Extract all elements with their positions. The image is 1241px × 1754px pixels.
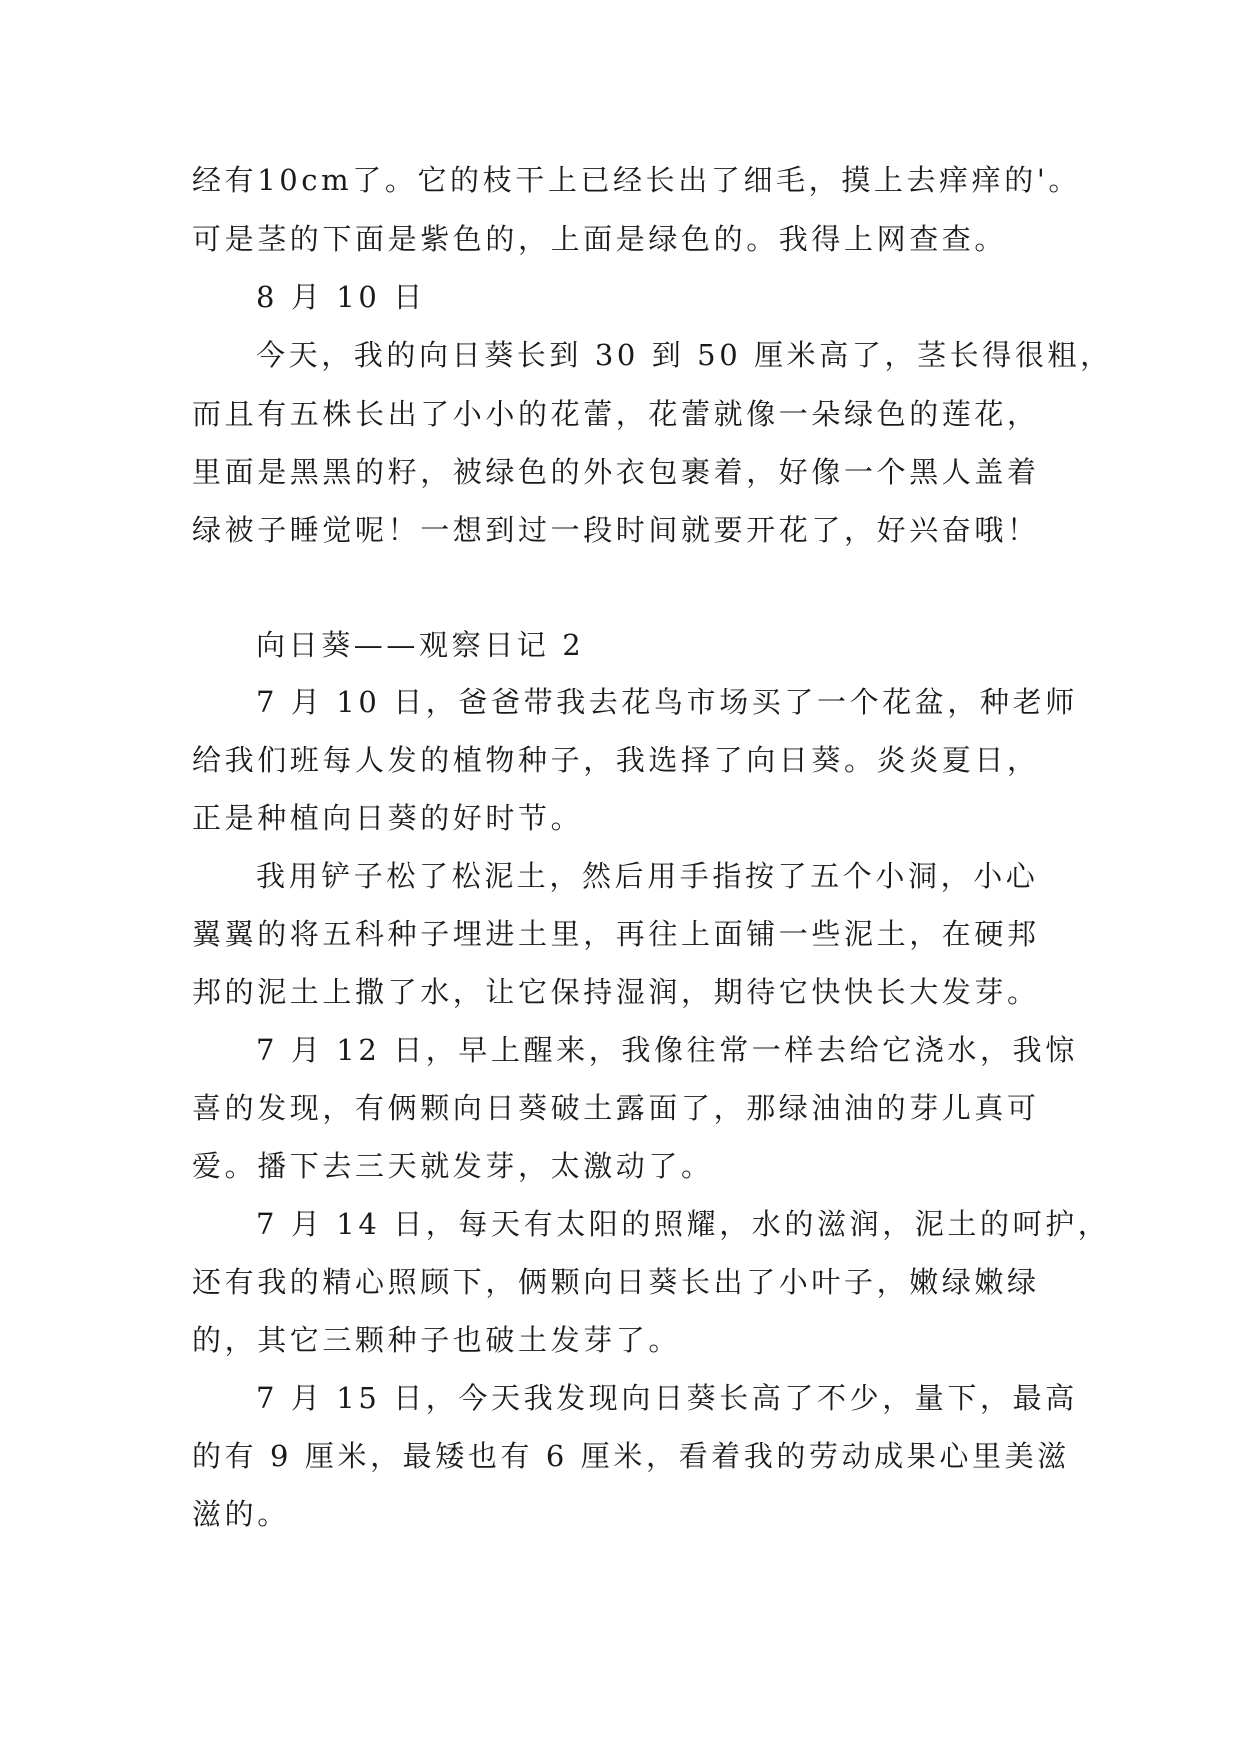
paragraph-start: 7 月 15 日，今天我发现向日葵长高了不少，量下，最高 — [256, 1381, 1078, 1415]
text-line: 而且有五株长出了小小的花蕾，花蕾就像一朵绿色的莲花， — [192, 397, 1040, 431]
text-line: 的，其它三颗种子也破土发芽了。 — [192, 1323, 682, 1357]
paragraph-start: 7 月 12 日，早上醒来，我像往常一样去给它浇水，我惊 — [256, 1033, 1078, 1067]
date-heading: 8 月 10 日 — [256, 280, 426, 314]
text-line: 的有 9 厘米，最矮也有 6 厘米，看着我的劳动成果心里美滋 — [192, 1439, 1070, 1473]
text-line: 经有10cm了。它的枝干上已经长出了细毛，摸上去痒痒的'。 — [192, 163, 1082, 197]
text-line: 喜的发现，有俩颗向日葵破土露面了，那绿油油的芽儿真可 — [192, 1091, 1040, 1125]
text-line: 滋的。 — [192, 1497, 290, 1531]
text-line: 邦的泥土上撒了水，让它保持湿润，期待它快快长大发芽。 — [192, 975, 1040, 1009]
text-line: 里面是黑黑的籽，被绿色的外衣包裹着，好像一个黑人盖着 — [192, 455, 1040, 489]
paragraph-start: 今天，我的向日葵长到 30 到 50 厘米高了，茎长得很粗， — [256, 338, 1113, 372]
paragraph-start: 7 月 10 日，爸爸带我去花鸟市场买了一个花盆，种老师 — [256, 685, 1078, 719]
paragraph-start: 我用铲子松了松泥土，然后用手指按了五个小洞，小心 — [256, 859, 1039, 893]
text-line: 正是种植向日葵的好时节。 — [192, 801, 584, 835]
paragraph-start: 7 月 14 日，每天有太阳的照耀，水的滋润，泥土的呵护， — [256, 1207, 1111, 1241]
text-line: 翼翼的将五科种子埋进土里，再往上面铺一些泥土，在硬邦 — [192, 917, 1040, 951]
text-line: 还有我的精心照顾下，俩颗向日葵长出了小叶子，嫩绿嫩绿 — [192, 1265, 1040, 1299]
section-title: 向日葵——观察日记 2 — [256, 628, 585, 662]
text-line: 给我们班每人发的植物种子，我选择了向日葵。炎炎夏日， — [192, 743, 1040, 777]
text-line: 爱。播下去三天就发芽，太激动了。 — [192, 1149, 714, 1183]
text-line: 可是茎的下面是紫色的，上面是绿色的。我得上网查查。 — [192, 222, 1008, 256]
text-line: 绿被子睡觉呢！一想到过一段时间就要开花了，好兴奋哦！ — [192, 513, 1040, 547]
